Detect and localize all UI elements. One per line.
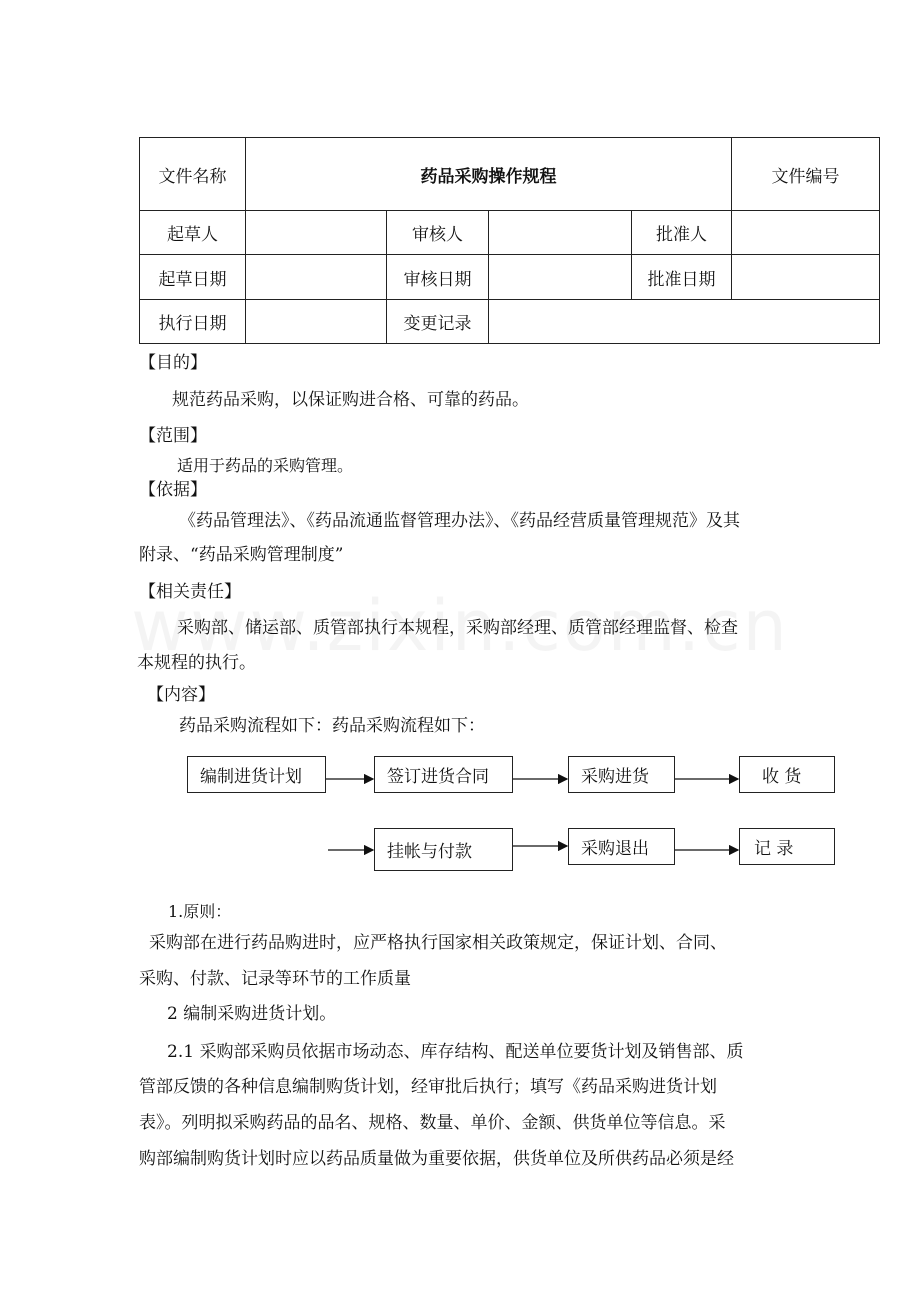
flow-step-record: 记 录: [739, 828, 835, 865]
purpose-text: 规范药品采购，以保证购进合格、可靠的药品。: [172, 390, 529, 410]
basis-heading: 【依据】: [139, 480, 207, 500]
review-date-label: 审核日期: [387, 255, 489, 300]
plan-para-line4: 购部编制购货计划时应以药品质量做为重要依据，供货单位及所供药品必须是经: [139, 1149, 734, 1169]
draft-date-label: 起草日期: [140, 255, 246, 300]
file-number-label: 文件编号: [732, 138, 880, 211]
exec-date-label: 执行日期: [140, 300, 246, 344]
principle-line2: 采购、付款、记录等环节的工作质量: [139, 969, 411, 989]
file-name-label: 文件名称: [140, 138, 246, 211]
flow-step-contract: 签订进货合同: [374, 756, 513, 793]
flow-step-purchase: 采购进货: [568, 756, 675, 793]
reviewer-label: 审核人: [387, 211, 489, 255]
responsibility-heading: 【相关责任】: [139, 582, 241, 602]
flow-step-payment: 挂帐与付款: [374, 828, 513, 871]
scope-text: 适用于药品的采购管理。: [177, 456, 354, 475]
responsibility-text-line2: 本规程的执行。: [137, 653, 256, 673]
approve-date-label: 批准日期: [632, 255, 732, 300]
flow-step-plan: 编制进货计划: [187, 756, 326, 793]
content-intro: 药品采购流程如下：药品采购流程如下：: [179, 716, 485, 736]
basis-text-line2: 附录、“药品采购管理制度”: [139, 545, 344, 565]
principle-title: 1.原则：: [168, 902, 232, 921]
plan-para-line1: 2.1 采购部采购员依据市场动态、库存结构、配送单位要货计划及销售部、质: [167, 1042, 744, 1062]
flow-step-return: 采购退出: [568, 828, 675, 865]
plan-para-line3: 表》。列明拟采购药品的品名、规格、数量、单价、金额、供货单位等信息。采: [139, 1113, 726, 1133]
plan-para-line2: 管部反馈的各种信息编制购货计划，经审批后执行；填写《药品采购进货计划: [139, 1077, 717, 1097]
change-log-label: 变更记录: [387, 300, 489, 344]
approver-label: 批准人: [632, 211, 732, 255]
document-title: 药品采购操作规程: [246, 138, 732, 211]
scope-heading: 【范围】: [139, 426, 207, 446]
principle-line1: 采购部在进行药品购进时，应严格执行国家相关政策规定，保证计划、合同、: [149, 933, 727, 953]
basis-text-line1: 《药品管理法》、《药品流通监督管理办法》、《药品经营质量管理规范》及其: [179, 511, 740, 531]
purpose-heading: 【目的】: [139, 353, 207, 373]
drafter-label: 起草人: [140, 211, 246, 255]
plan-section-title: 2 编制采购进货计划。: [167, 1004, 337, 1024]
content-heading: 【内容】: [147, 685, 215, 705]
flow-step-receive: 收 货: [739, 756, 835, 793]
responsibility-text-line1: 采购部、储运部、质管部执行本规程，采购部经理、质管部经理监督、检查: [177, 618, 738, 638]
